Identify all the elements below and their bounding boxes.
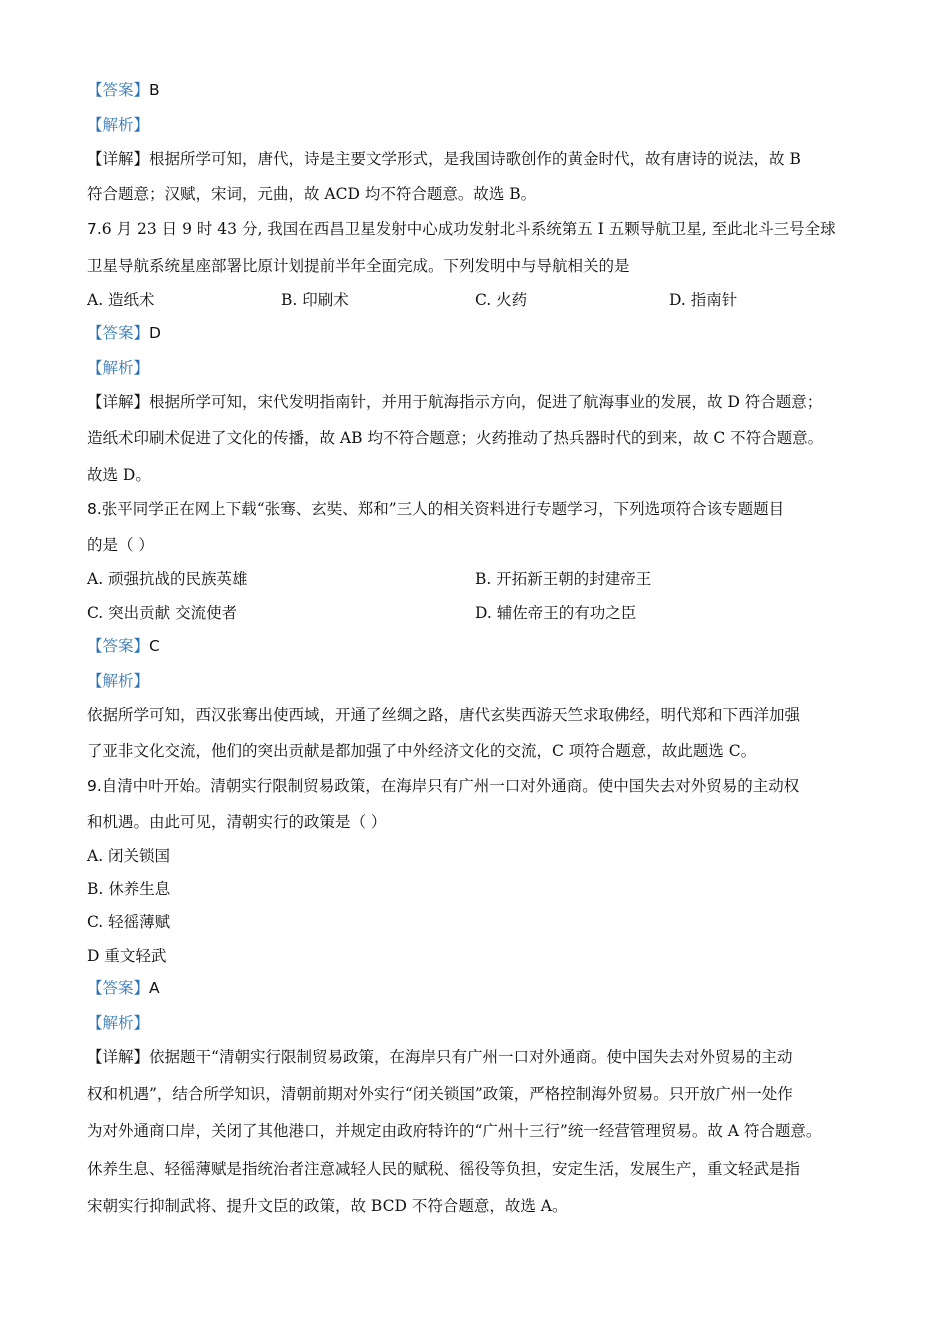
q9-stem-line-2: 和机遇。由此可见，清朝实行的政策是（ ） (87, 813, 387, 831)
q8-option-a: A. 顽强抗战的民族英雄 (87, 570, 248, 588)
q9-option-c: C. 轻徭薄赋 (87, 913, 171, 931)
q8-answer-line (87, 636, 160, 656)
detail-tag: 【详解】 (87, 393, 150, 411)
q9-detail-line-3: 为对外通商口岸，关闭了其他港口，并规定由政府特许的“广州十三行”统一经营管理贸易。故 A 符合题意。 (87, 1122, 822, 1140)
q9-answer-line (87, 978, 160, 998)
answer-tag: 【答案】 (87, 637, 150, 655)
answer-tag: 【答案】 (87, 979, 150, 997)
q7-analysis-tag: 【解析】 (87, 359, 150, 377)
q9-option-d: D 重文轻武 (87, 947, 167, 965)
q8-detail-line-2: 了亚非文化交流，他们的突出贡献是都加强了中外经济文化的交流，C 项符合题意，故此题选 C。 (87, 742, 757, 760)
q9-option-b: B. 休养生息 (87, 880, 171, 898)
detail-text: 依据题干“清朝实行限制贸易政策，在海岸只有广州一口对外通商。使中国失去对外贸易的主动 (149, 1048, 793, 1066)
q7-stem-line-2: 卫星导航系统星座部署比原计划提前半年全面完成。下列发明中与导航相关的是 (87, 257, 630, 275)
question-number: 9. (87, 777, 102, 795)
q7-detail-line-3: 故选 D。 (87, 466, 151, 484)
q9-analysis-tag: 【解析】 (87, 1014, 150, 1032)
answer-value: D (149, 324, 161, 342)
detail-tag: 【详解】 (87, 1048, 150, 1066)
detail-text: 根据所学可知，唐代，诗是主要文学形式，是我国诗歌创作的黄金时代，故有唐诗的说法，故 B (149, 150, 801, 168)
q7-stem-line-1 (87, 219, 836, 239)
q8-stem-line-1 (87, 499, 784, 519)
q6-detail-line-1 (87, 149, 801, 169)
q9-detail-line-2: 权和机遇”，结合所学知识，清朝前期对外实行“闭关锁国”政策，严格控制海外贸易。只开放广州一处作 (87, 1085, 793, 1103)
q8-option-c: C. 突出贡献 交流使者 (87, 604, 238, 622)
q9-detail-line-5: 宋朝实行抑制武将、提升文臣的政策，故 BCD 不符合题意，故选 A。 (87, 1197, 568, 1215)
stem-text: 张平同学正在网上下载“张骞、玄奘、郑和”三人的相关资料进行专题学习，下列选项符合该专题题目 (101, 500, 785, 518)
q8-option-b: B. 开拓新王朝的封建帝王 (475, 570, 652, 588)
detail-text: 根据所学可知，宋代发明指南针，并用于航海指示方向，促进了航海事业的发展，故 D 符合题意； (149, 393, 823, 411)
answer-value: C (149, 637, 160, 655)
q7-option-a: A. 造纸术 (87, 291, 155, 309)
stem-text: 6 月 23 日 9 时 43 分, 我国在西昌卫星发射中心成功发射北斗系统第五 I 五颗导航卫星, 至此北斗三号全球 (101, 220, 836, 238)
answer-value: A (149, 979, 160, 997)
q6-analysis-tag: 【解析】 (87, 116, 150, 134)
q9-option-a: A. 闭关锁国 (87, 847, 171, 865)
q6-answer-line (87, 80, 160, 100)
q8-option-d: D. 辅佐帝王的有功之臣 (475, 604, 637, 622)
q6-detail-line-2: 符合题意；汉赋，宋词，元曲，故 ACD 均不符合题意。故选 B。 (87, 185, 537, 203)
q7-option-c: C. 火药 (475, 291, 528, 309)
q8-stem-line-2: 的是（ ） (87, 536, 154, 554)
q7-answer-line (87, 323, 161, 343)
answer-tag: 【答案】 (87, 81, 150, 99)
answer-value: B (149, 81, 160, 99)
detail-tag: 【详解】 (87, 150, 150, 168)
q7-option-d: D. 指南针 (669, 291, 738, 309)
q8-detail-line-1: 依据所学可知，西汉张骞出使西域，开通了丝绸之路，唐代玄奘西游天竺求取佛经，明代郑和下西洋加强 (87, 706, 801, 724)
question-number: 7. (87, 220, 102, 238)
q9-stem-line-1 (87, 776, 799, 796)
q7-option-b: B. 印刷术 (281, 291, 349, 309)
stem-text: 自清中叶开始。清朝实行限制贸易政策，在海岸只有广州一口对外通商。使中国失去对外贸易的主动权 (101, 777, 800, 795)
q7-detail-line-2: 造纸术印刷术促进了文化的传播，故 AB 均不符合题意；火药推动了热兵器时代的到来，故 C 不符合题意。 (87, 429, 824, 447)
q8-analysis-tag: 【解析】 (87, 672, 150, 690)
q7-detail-line-1 (87, 392, 822, 412)
answer-tag: 【答案】 (87, 324, 150, 342)
q9-detail-line-1 (87, 1047, 792, 1067)
question-number: 8. (87, 500, 102, 518)
q9-detail-line-4: 休养生息、轻徭薄赋是指统治者注意减轻人民的赋税、徭役等负担，安定生活，发展生产，重文轻武是指 (87, 1160, 801, 1178)
